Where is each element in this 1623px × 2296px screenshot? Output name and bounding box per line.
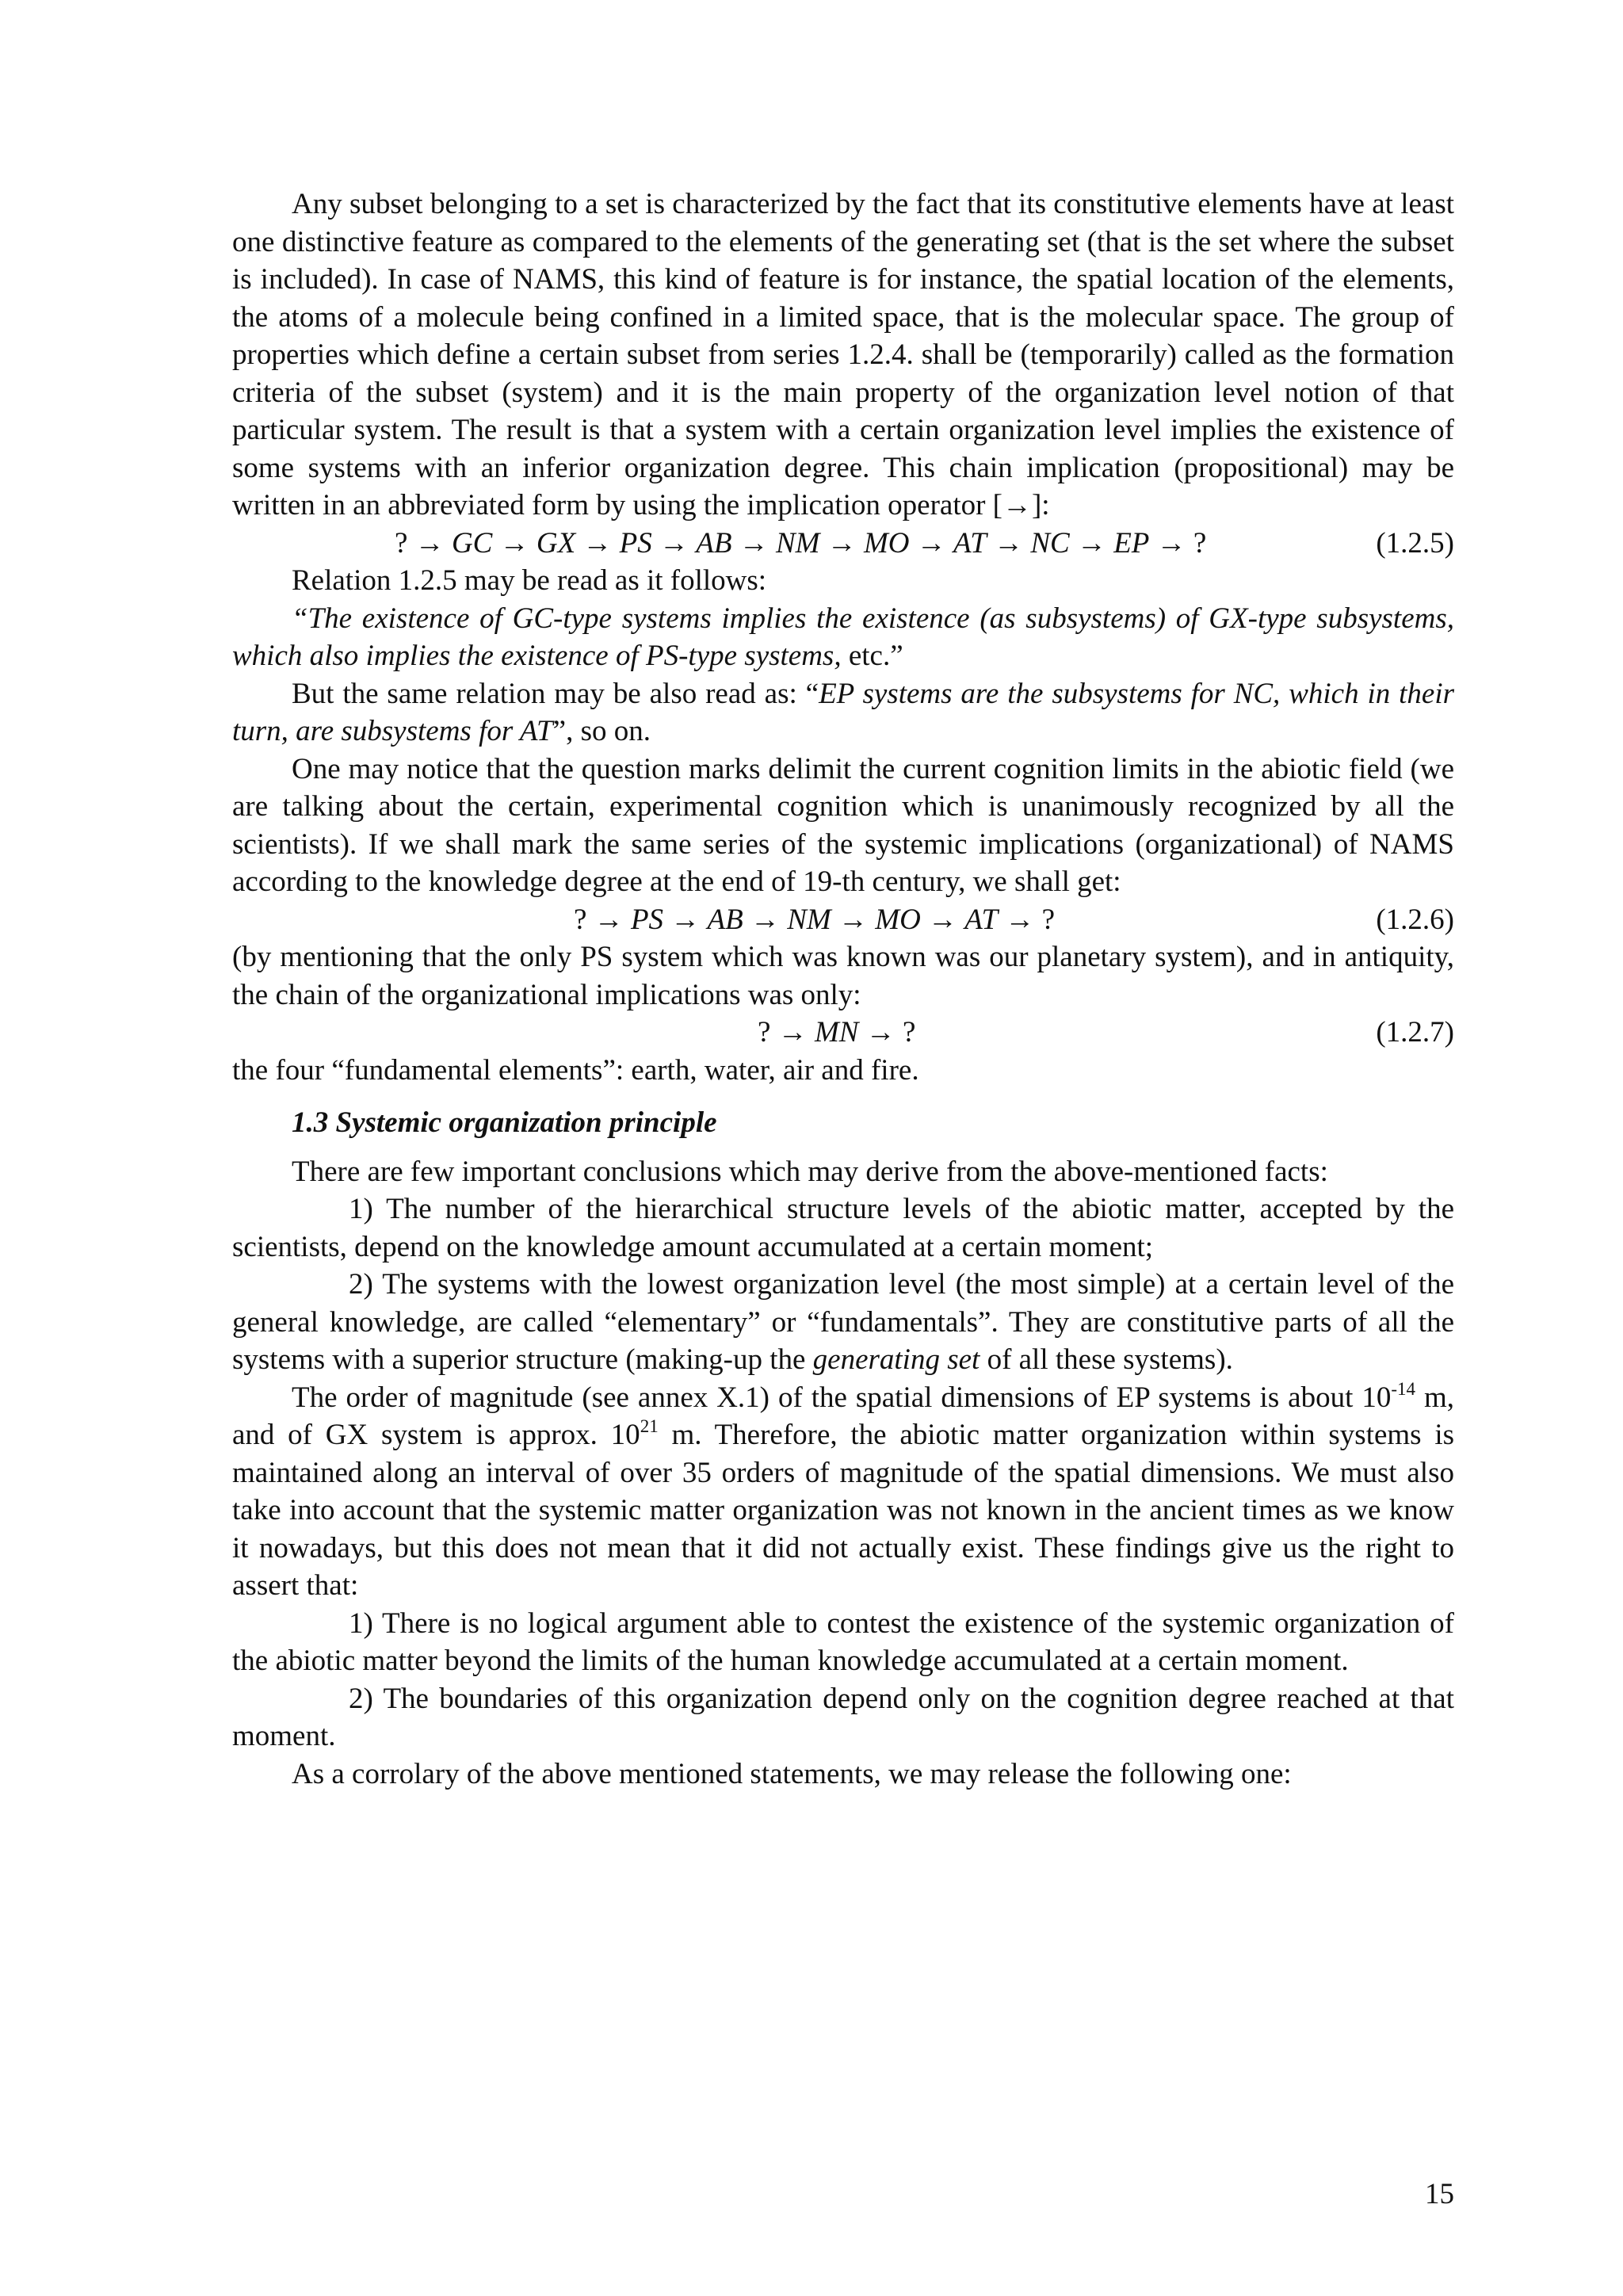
- equation-1-2-5: [232, 525, 1454, 563]
- paragraph-question-marks: One may notice that the question marks delimit the current cognition limits in the abiotic field (we are talking about the certain, experimental cognition which is unanimously recognized by all the scientists). If we shall mark the same series of the systemic implications (organizational) of NAMS according to the knowledge degree at the end of 19-th century, we shall get:: [232, 752, 1454, 898]
- text-run: 2) The systems with the lowest organization level (the most simple) at a certain level of the general knowledge, are called “elementary” or “fundamentals”. They are constitutive parts of all the systems with a superior structure (making-up the: [232, 1268, 1454, 1376]
- unknown-term: ?: [1041, 903, 1056, 936]
- quote-text: “The existence of GC-type systems implies the existence (as subsystems) of GX-type subsystems, which also implies the existence of PS-type systems,: [232, 602, 1454, 672]
- paragraph-corollary: As a corrolary of the above mentioned statements, we may release the following one:: [292, 1757, 1292, 1790]
- implication-arrow: →: [651, 526, 697, 560]
- list-item-assertion-2: 2) The boundaries of this organization depend only on the cognition degree reached at that moment.: [232, 1682, 1454, 1752]
- implication-arrow: →: [492, 526, 537, 560]
- equation-1-2-7: [232, 1014, 1454, 1052]
- text-run: The order of magnitude (see annex X.1) of the spatial dimensions of EP systems is about 10: [292, 1381, 1392, 1414]
- implication-arrow: →: [858, 1016, 903, 1049]
- system-term: NM: [787, 903, 831, 936]
- implication-arrow: →: [1069, 526, 1114, 560]
- section-heading: 1.3 Systemic organization principle: [292, 1106, 717, 1139]
- unknown-term: ?: [902, 1016, 916, 1049]
- system-term: AT: [953, 526, 987, 560]
- equation-expression: [574, 901, 1055, 939]
- system-term: MN: [814, 1016, 859, 1049]
- equation-number: (1.2.6): [1376, 903, 1454, 936]
- implication-arrow: →: [663, 903, 708, 936]
- equation-number: (1.2.7): [1376, 1016, 1454, 1049]
- paragraph-alternate-reading: [232, 675, 1454, 751]
- unknown-term: ?: [574, 903, 587, 936]
- paragraph-planetary-system: (by mentioning that the only PS system which was known was our planetary system), and in antiquity, the chain of the organizational implications was only:: [232, 941, 1454, 1011]
- implication-arrow: →: [586, 903, 631, 936]
- system-term: AB: [696, 526, 732, 560]
- implication-arrow: →: [1149, 526, 1193, 560]
- system-term: MO: [875, 903, 921, 936]
- implication-arrow: →: [770, 1016, 815, 1049]
- paragraph-subset-definition: Any subset belonging to a set is characterized by the fact that its constitutive elements have at least one distinctive feature as compared to the elements of the generating set (that is the set where the subset is included). In case of NAMS, this kind of feature is for instance, the spatial location of the elements, the atoms of a molecule being confined in a limited space, that is the molecular space. The group of properties which define a certain subset from series 1.2.4. shall be (temporarily) called as the formation criteria of the subset (system) and it is the main property of the organization level notion of that particular system. The result is that a system with a certain organization level implies the existence of some systems with an inferior organization degree. This chain implication (propositional) may be written in an abbreviated form by using the implication operator [→]:: [232, 188, 1454, 521]
- page-number: 15: [1425, 2178, 1454, 2210]
- implication-arrow: →: [909, 526, 954, 560]
- text-run: But the same relation may be also read as: “: [292, 677, 819, 710]
- page-body: [232, 185, 1454, 1793]
- system-term: MO: [863, 526, 910, 560]
- implication-arrow: →: [998, 903, 1042, 936]
- implication-arrow: →: [407, 526, 452, 560]
- implication-arrow: →: [986, 526, 1031, 560]
- system-term: AB: [707, 903, 743, 936]
- implication-arrow: →: [743, 903, 788, 936]
- unknown-term: ?: [1193, 526, 1207, 560]
- system-term: EP: [1113, 526, 1150, 560]
- system-term: PS: [630, 903, 664, 936]
- implication-arrow: →: [575, 526, 620, 560]
- implication-arrow: →: [920, 903, 965, 936]
- italic-run: EP systems are the subsystems for NC, which in their turn, are subsystems for AT: [232, 677, 1455, 747]
- implication-arrow: →: [819, 526, 864, 560]
- implication-arrow: →: [731, 526, 776, 560]
- paragraph-order-of-magnitude: [232, 1379, 1454, 1605]
- list-item-conclusion-1: 1) The number of the hierarchical structure levels of the abiotic matter, accepted by the scientists, depend on the knowledge amount accumulated at a certain moment;: [232, 1193, 1454, 1263]
- system-term: NC: [1030, 526, 1070, 560]
- equation-number: (1.2.5): [1376, 526, 1454, 560]
- system-term: AT: [964, 903, 999, 936]
- italic-run: generating set: [812, 1343, 980, 1376]
- unknown-term: ?: [758, 1016, 771, 1049]
- list-item-assertion-1: 1) There is no logical argument able to contest the existence of the systemic organization of the abiotic matter beyond the limits of the human knowledge accumulated at a certain moment.: [232, 1606, 1454, 1677]
- equation-1-2-6: [232, 901, 1454, 939]
- text-run: m, and of GX system is approx. 10: [232, 1381, 1454, 1451]
- unknown-term: ?: [395, 526, 408, 560]
- exponent: -14: [1391, 1378, 1416, 1399]
- equation-expression: [758, 1014, 915, 1052]
- text-run: of all these systems).: [980, 1343, 1233, 1376]
- paragraph-italic-quote: [232, 600, 1454, 675]
- system-term: GX: [536, 526, 576, 560]
- list-item-conclusion-2: [232, 1266, 1454, 1379]
- system-term: PS: [619, 526, 652, 560]
- system-term: NM: [775, 526, 820, 560]
- equation-expression: [395, 525, 1206, 563]
- exponent: 21: [640, 1416, 659, 1436]
- text-run: ”, so on.: [552, 715, 651, 747]
- paragraph-conclusions-intro: There are few important conclusions which may derive from the above-mentioned facts:: [292, 1155, 1328, 1188]
- system-term: GC: [451, 526, 493, 560]
- quote-tail: etc.”: [841, 640, 903, 672]
- paragraph-fundamental-elements: the four “fundamental elements”: earth, water, air and fire.: [232, 1053, 919, 1087]
- text-run: m. Therefore, the abiotic matter organization within systems is maintained along an interval of over 35 orders of magnitude of the spatial dimensions. We must also take into account that the systemic matter organization was not known in the ancient times as we know it nowadays, but this does not mean that it did not actually exist. These findings give us the right to assert that:: [232, 1419, 1455, 1602]
- paragraph-relation-reading: Relation 1.2.5 may be read as it follows:: [292, 564, 767, 597]
- implication-arrow: →: [831, 903, 876, 936]
